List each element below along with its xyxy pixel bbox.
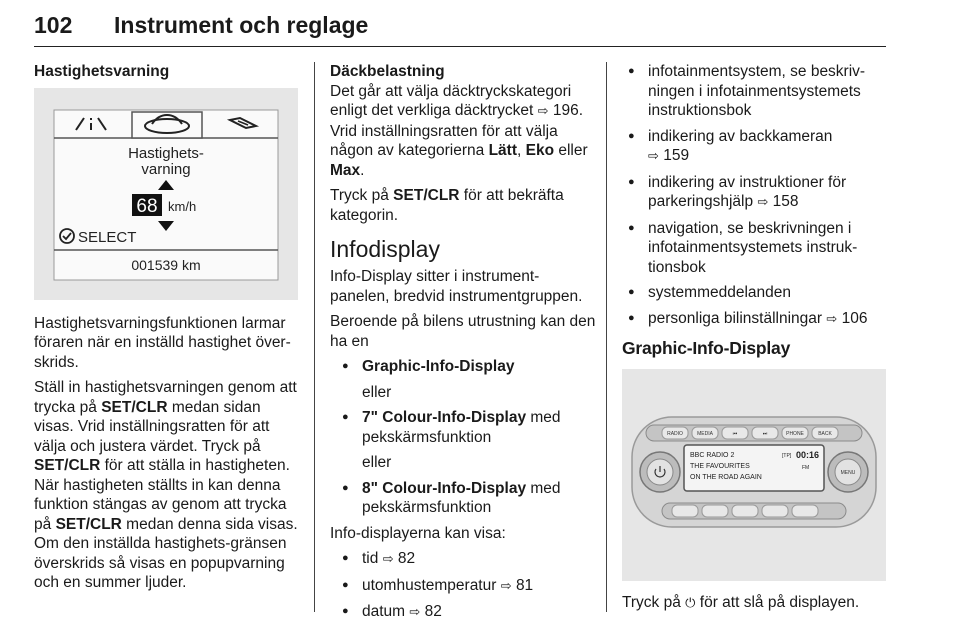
menu-label: MENU (840, 469, 856, 476)
page-ref[interactable]: 82 (424, 603, 442, 620)
band-indicator: FM (802, 464, 810, 471)
page-ref-icon: ⇨ (826, 311, 838, 327)
svg-text:RADIO: RADIO (667, 430, 683, 437)
preset-button[interactable] (762, 505, 788, 517)
tp-indicator: [TP] (782, 452, 792, 459)
svg-text:⏮: ⏮ (732, 430, 738, 437)
preset-button[interactable] (702, 505, 728, 517)
list-item: ● infotainmentsystem, se beskriv-ningen i infotainmentsystemets instruktionsbok (622, 62, 886, 121)
preset-button[interactable] (672, 505, 698, 517)
preset-button[interactable] (792, 505, 818, 517)
power-icon: ⏻ (685, 595, 696, 611)
page-ref[interactable]: 82 (397, 550, 416, 567)
page-ref-icon: ⇨ (500, 578, 512, 594)
odometer: 001539 km (131, 256, 201, 273)
radio-panel (622, 369, 886, 581)
page-ref-icon: ⇨ (537, 104, 549, 119)
svg-text:MEDIA: MEDIA (697, 430, 713, 437)
paragraph: Det går att välja däcktryckskategori enligt det verkliga däcktrycket ⇨ 196. Vrid inställningsratten för att välja någon av kategorierna Lätt, Eko eller Max. (330, 82, 588, 179)
section-heading: Hastighetsvarning (34, 63, 170, 80)
list-item: ● systemmeddelanden (622, 283, 886, 303)
page-ref[interactable]: 159 (663, 147, 690, 164)
page-ref[interactable]: 106 (841, 309, 868, 327)
speed-unit: km/h (168, 198, 197, 214)
page-ref[interactable]: 158 (772, 193, 799, 210)
display-options-list (330, 357, 596, 518)
page-ref[interactable]: 196 (552, 102, 579, 119)
graphic-info-display-figure (622, 369, 886, 581)
list-item: ● utomhustemperatur ⇨ 81 (330, 576, 596, 597)
or-label: eller (362, 383, 392, 401)
paragraph: Info-displayerna kan visa: (330, 524, 506, 542)
svg-text:⏭: ⏭ (762, 430, 768, 437)
page-ref-icon: ⇨ (382, 552, 394, 567)
artist-line: ON THE ROAD AGAIN (690, 473, 762, 481)
figure-title-line2: varning (141, 160, 191, 178)
page-ref[interactable]: 81 (515, 576, 534, 594)
page-ref-icon: ⇨ (757, 195, 769, 210)
list-item: ● datum ⇨ 82 (330, 602, 596, 623)
paragraph: Info-Display sitter i instrument-panelen, bredvid instrumentgruppen. (330, 268, 583, 305)
list-item: ● navigation, se beskrivningen i infotainmentsystemets instruk-tionsbok (622, 219, 886, 278)
section-heading: Däckbelastning (330, 63, 445, 80)
page-header (34, 8, 886, 47)
speed-warning-display (34, 88, 298, 300)
page-number: 102 (34, 12, 73, 38)
paragraph: Beroende på bilens utrustning kan den ha en (330, 313, 596, 350)
list-item: ● Graphic-Info-Display (330, 357, 596, 377)
speed-value: 68 (136, 195, 158, 217)
or-label: eller (362, 454, 392, 471)
display-content-list-cont (622, 62, 886, 329)
page-ref-icon: ⇨ (409, 605, 421, 620)
station-name: BBC RADIO 2 (690, 451, 735, 459)
figure-title-line1: Hastighets- (128, 144, 204, 162)
caption: Tryck på ⏻ för att slå på displayen. (622, 593, 860, 611)
paragraph: Tryck på SET/CLR för att bekräfta kategorin. (330, 187, 564, 224)
page-ref-icon: ⇨ (648, 149, 659, 164)
column-divider (314, 62, 315, 612)
column-divider (606, 62, 607, 612)
paragraph: Hastighetsvarningsfunktionen larmar föraren när en inställd hastighet över-skrids. (34, 314, 291, 371)
select-label: SELECT (78, 228, 137, 246)
preset-button[interactable] (732, 505, 758, 517)
section-heading: Graphic-Info-Display (622, 338, 791, 358)
speed-warning-figure (34, 88, 298, 300)
paragraph: Ställ in hastighetsvarningen genom att trycka på SET/CLR medan sidan visas. Vrid inställningsratten för att välja och justera värdet. Tryck på SET/CLR för att ställa in hastigheten. När hastigheten ställts in kan denna funktion stängas av genom att trycka på SET/CLR medan denna sida visas. Om den inställda hastighets-gränsen överskrids så visas en popupvarning och en summer ljuder. (34, 379, 298, 591)
list-item: ● 7" Colour-Info-Display med pekskärmsfunktion (330, 408, 596, 447)
list-item: ● personliga bilinställningar ⇨ 106 (622, 309, 886, 330)
clock: 00:16 (796, 449, 820, 460)
page-title: Instrument och reglage (114, 12, 369, 38)
list-item: ● 8" Colour-Info-Display med pekskärmsfunktion (330, 479, 596, 518)
song-title: THE FAVOURITES (690, 462, 750, 470)
svg-text:BACK: BACK (818, 430, 832, 437)
svg-text:PHONE: PHONE (786, 430, 804, 437)
list-item: ● indikering av backkameran ⇨ 159 (622, 127, 886, 167)
column-1 (34, 62, 298, 599)
list-item: ● tid ⇨ 82 (330, 549, 596, 570)
column-3 (622, 62, 886, 619)
column-2 (330, 62, 596, 629)
section-heading: Infodisplay (330, 236, 440, 262)
list-item: ● indikering av instruktioner för parkeringshjälp ⇨ 158 (622, 173, 886, 213)
display-content-list (330, 549, 596, 623)
